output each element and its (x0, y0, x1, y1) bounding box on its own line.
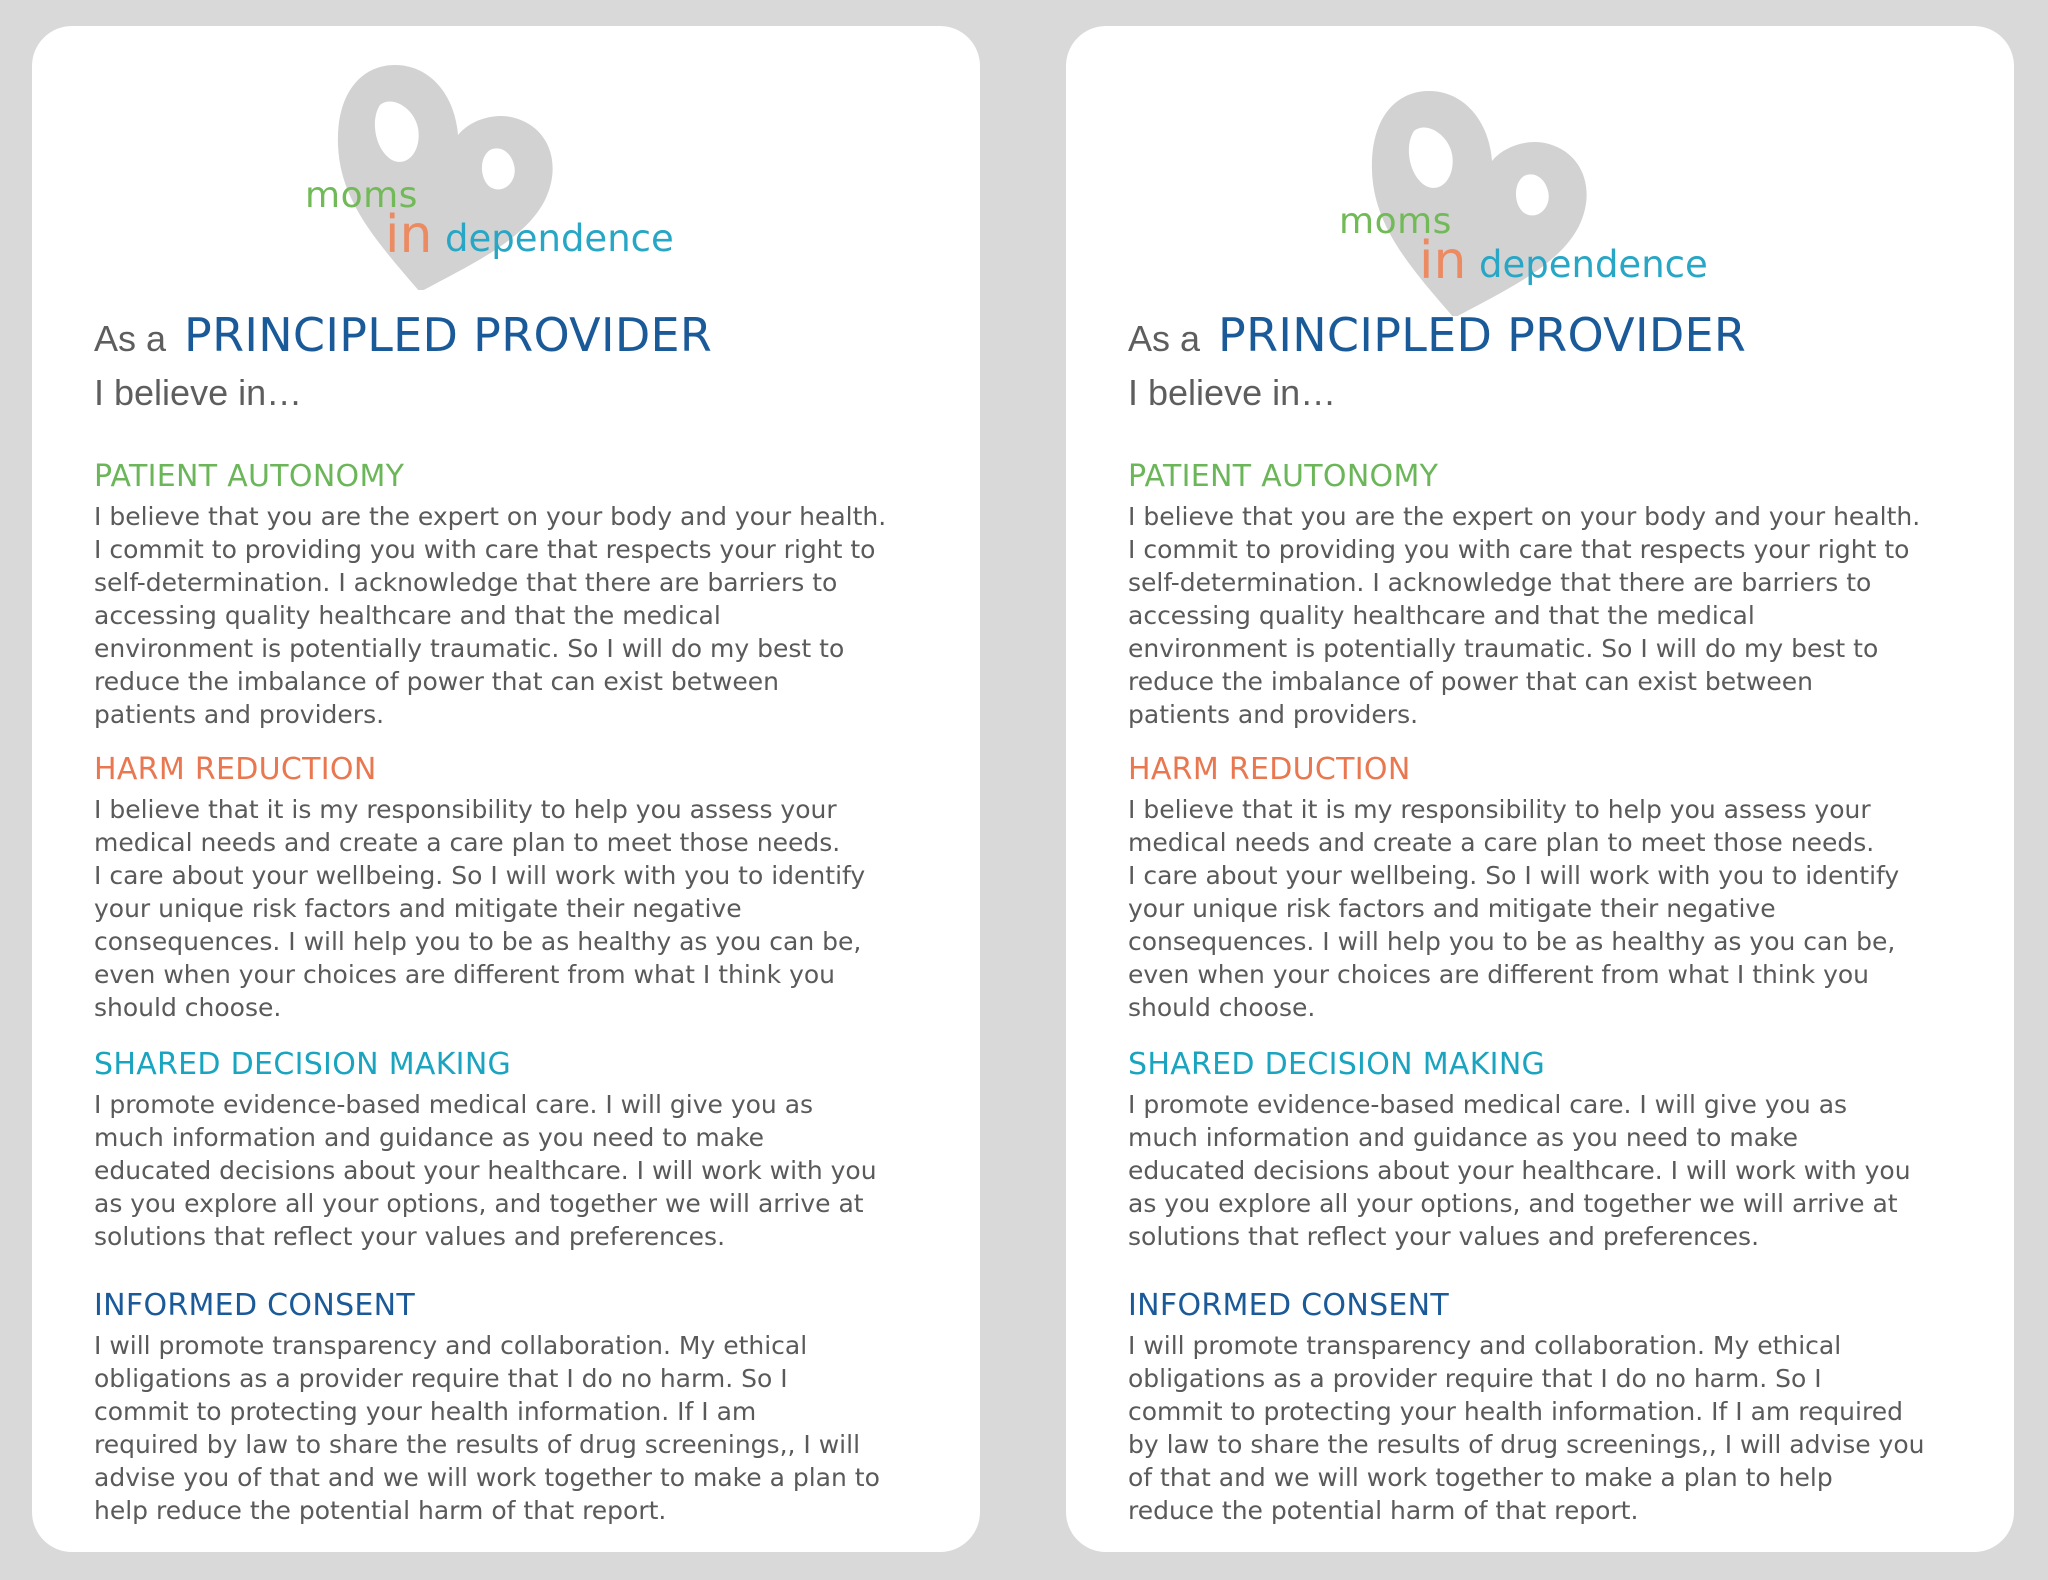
logo-moms-text: moms (1339, 201, 1452, 242)
section-body (1128, 1329, 1968, 1527)
subtitle: I believe in… (94, 372, 303, 413)
section-patient-autonomy (94, 458, 954, 731)
body-line: required by law to share the results of drug screenings,, I will (94, 1430, 861, 1459)
body-line: obligations as a provider require that I do no harm. So I (1128, 1364, 1822, 1393)
body-line: reduce the potential harm of that report. (1128, 1496, 1639, 1525)
section-title: INFORMED CONSENT (94, 1288, 416, 1323)
section-informed-consent (1128, 1287, 1988, 1527)
body-line: reduce the imbalance of power that can exist between (1128, 667, 1813, 696)
body-line: educated decisions about your healthcare. I will work with you (94, 1156, 877, 1185)
section-body (94, 793, 934, 1024)
body-line: your unique risk factors and mitigate their negative (94, 894, 742, 923)
body-line: patients and providers. (94, 700, 385, 729)
section-harm-reduction (94, 751, 954, 1024)
body-line: medical needs and create a care plan to meet those needs. (94, 828, 841, 857)
section-title: INFORMED CONSENT (1128, 1288, 1450, 1323)
body-line: accessing quality healthcare and that the medical (1128, 601, 1755, 630)
body-line: solutions that reflect your values and preferences. (1128, 1222, 1760, 1251)
logo-in-text: in (385, 205, 433, 265)
body-line: reduce the imbalance of power that can exist between (94, 667, 779, 696)
body-line: should choose. (94, 993, 282, 1022)
body-line: consequences. I will help you to be as healthy as you can be, (94, 927, 862, 956)
section-shared-decision-making (1128, 1046, 1988, 1253)
section-title: PATIENT AUTONOMY (94, 459, 405, 494)
body-line: commit to protecting your health information. If I am required (1128, 1397, 1903, 1426)
section-body (1128, 500, 1968, 731)
body-line: solutions that reflect your values and preferences. (94, 1222, 726, 1251)
provider-card-left (32, 26, 980, 1552)
body-line: of that and we will work together to make a plan to help (1128, 1463, 1833, 1492)
body-line: educated decisions about your healthcare. I will work with you (1128, 1156, 1911, 1185)
body-line: I care about your wellbeing. So I will work with you to identify (1128, 861, 1900, 890)
body-line: by law to share the results of drug screenings,, I will advise you (1128, 1430, 1925, 1459)
body-line: obligations as a provider require that I do no harm. So I (94, 1364, 788, 1393)
section-informed-consent (94, 1287, 954, 1527)
body-line: help reduce the potential harm of that report. (94, 1496, 667, 1525)
page-title: PRINCIPLED PROVIDER (1218, 308, 1747, 362)
body-line: consequences. I will help you to be as healthy as you can be, (1128, 927, 1896, 956)
body-line: much information and guidance as you need to make (94, 1123, 764, 1152)
heading-row (1128, 308, 1988, 368)
moms-independence-logo (1334, 76, 1754, 316)
section-body (94, 1088, 934, 1253)
page-title: PRINCIPLED PROVIDER (184, 308, 713, 362)
body-line: self-determination. I acknowledge that there are barriers to (94, 568, 838, 597)
body-line: as you explore all your options, and together we will arrive at (94, 1189, 864, 1218)
body-line: much information and guidance as you need to make (1128, 1123, 1798, 1152)
body-line: I believe that it is my responsibility to help you assess your (1128, 795, 1871, 824)
body-line: I commit to providing you with care that respects your right to (1128, 535, 1910, 564)
body-line: your unique risk factors and mitigate their negative (1128, 894, 1776, 923)
subtitle: I believe in… (1128, 372, 1337, 413)
card-content (1128, 308, 1988, 1527)
provider-card-right (1066, 26, 2014, 1552)
section-harm-reduction (1128, 751, 1988, 1024)
section-title: PATIENT AUTONOMY (1128, 459, 1439, 494)
body-line: environment is potentially traumatic. So I will do my best to (94, 634, 845, 663)
body-line: I promote evidence-based medical care. I will give you as (1128, 1090, 1848, 1119)
section-title: SHARED DECISION MAKING (94, 1047, 512, 1082)
logo-moms-text: moms (305, 175, 418, 216)
as-a-text: As a (94, 318, 167, 359)
body-line: advise you of that and we will work together to make a plan to (94, 1463, 880, 1492)
section-title: HARM REDUCTION (1128, 752, 1411, 787)
body-line: as you explore all your options, and together we will arrive at (1128, 1189, 1898, 1218)
section-body (1128, 793, 1968, 1024)
section-body (1128, 1088, 1968, 1253)
body-line: medical needs and create a care plan to meet those needs. (1128, 828, 1875, 857)
card-content (94, 308, 954, 1527)
body-line: I believe that it is my responsibility to help you assess your (94, 795, 837, 824)
logo-in-text: in (1419, 231, 1467, 291)
body-line: I care about your wellbeing. So I will work with you to identify (94, 861, 866, 890)
body-line: I promote evidence-based medical care. I will give you as (94, 1090, 814, 1119)
logo-dependence-text: dependence (1479, 243, 1708, 286)
section-body (94, 1329, 934, 1527)
body-line: even when your choices are different from what I think you (1128, 960, 1870, 989)
section-title: SHARED DECISION MAKING (1128, 1047, 1546, 1082)
body-line: self-determination. I acknowledge that there are barriers to (1128, 568, 1872, 597)
body-line: environment is potentially traumatic. So I will do my best to (1128, 634, 1879, 663)
body-line: I will promote transparency and collaboration. My ethical (94, 1331, 808, 1360)
body-line: commit to protecting your health information. If I am (94, 1397, 757, 1426)
as-a-text: As a (1128, 318, 1201, 359)
body-line: patients and providers. (1128, 700, 1419, 729)
body-line: I believe that you are the expert on your body and your health. (1128, 502, 1921, 531)
section-body (94, 500, 934, 731)
section-title: HARM REDUCTION (94, 752, 377, 787)
logo-dependence-text: dependence (445, 217, 674, 260)
body-line: I believe that you are the expert on your body and your health. (94, 502, 887, 531)
body-line: even when your choices are different from what I think you (94, 960, 836, 989)
body-line: I commit to providing you with care that respects your right to (94, 535, 876, 564)
section-patient-autonomy (1128, 458, 1988, 731)
body-line: accessing quality healthcare and that the medical (94, 601, 721, 630)
heading-row (94, 308, 954, 368)
body-line: I will promote transparency and collaboration. My ethical (1128, 1331, 1842, 1360)
body-line: should choose. (1128, 993, 1316, 1022)
moms-independence-logo (300, 50, 720, 290)
section-shared-decision-making (94, 1046, 954, 1253)
